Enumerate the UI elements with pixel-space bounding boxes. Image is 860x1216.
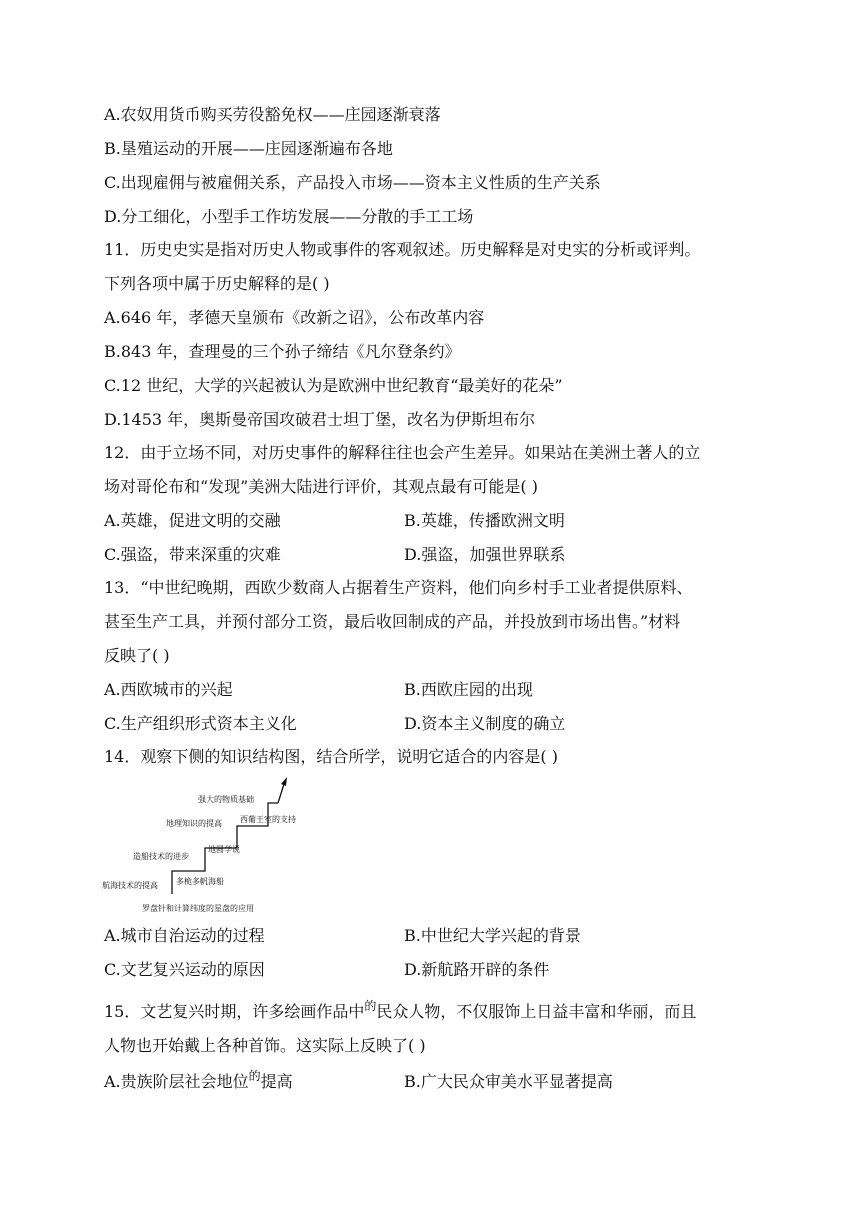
option-line: C.出现雇佣与被雇佣关系，产品投入市场——资本主义性质的生产关系 [104, 173, 601, 192]
question-11-stem: 11．历史史实是指对历史人物或事件的客观叙述。历史解释是对史实的分析或评判。 [104, 240, 701, 259]
arrow-head-icon [281, 777, 287, 786]
diagram-label-left: 造船技术的进步 [133, 852, 189, 861]
question-14-option-c: C.文艺复兴运动的原因 [104, 960, 265, 979]
stem-text: 15．文艺复兴时期，许多绘画作品中 [104, 1002, 365, 1021]
question-15-stem [104, 999, 697, 1023]
question-12-option-a: A.英雄，促进文明的交融 [104, 511, 281, 530]
question-13-stem-cont: 反映了( ) [104, 646, 170, 665]
knowledge-structure-diagram [100, 776, 310, 916]
question-13-option-a: A.西欧城市的兴起 [104, 680, 233, 699]
diagram-label-right: 西葡王室的支持 [240, 815, 296, 824]
question-11-option-c: C.12 世纪，大学的兴起被认为是欧洲中世纪教育“最美好的花朵” [104, 376, 563, 395]
option-line: B.垦殖运动的开展——庄园逐渐遍布各地 [104, 139, 393, 158]
option-line: A.农奴用货币购买劳役豁免权——庄园逐渐衰落 [104, 105, 441, 124]
question-12-stem-cont: 场对哥伦布和“发现”美洲大陆进行评价，其观点最有可能是( ) [104, 477, 538, 496]
question-14-option-a: A.城市自治运动的过程 [104, 926, 265, 945]
superscript-char: 的 [364, 999, 377, 1013]
question-13-option-b: B.西欧庄园的出现 [404, 680, 533, 699]
question-12-option-d: D.强盗，加强世界联系 [404, 545, 566, 564]
diagram-label-left: 地理知识的提高 [166, 819, 222, 828]
question-13-stem-cont: 甚至生产工具，并预付部分工资，最后收回制成的产品，并投放到市场出售。”材料 [104, 612, 681, 631]
superscript-char: 的 [248, 1069, 261, 1083]
question-11-stem-cont: 下列各项中属于历史解释的是( ) [104, 274, 330, 293]
question-11-option-b: B.843 年，查理曼的三个孙子缔结《凡尔登条约》 [104, 342, 461, 361]
question-15-stem-cont: 人物也开始戴上各种首饰。这实际上反映了( ) [104, 1036, 426, 1055]
diagram-label-bottom: 罗盘针和计算纬度的星盘的应用 [142, 904, 254, 913]
diagram-label-right: 多桅多帆海船 [176, 877, 224, 886]
option-text: A.贵族阶层社会地位 [104, 1072, 249, 1091]
question-14-option-d: D.新航路开辟的条件 [404, 960, 550, 979]
question-13-stem: 13．“中世纪晚期，西欧少数商人占据着生产资料，他们向乡村手工业者提供原料、 [104, 578, 693, 597]
question-12-stem: 12．由于立场不同，对历史事件的解释往往也会产生差异。如果站在美洲土著人的立 [104, 443, 701, 462]
question-15-option-b: B.广大民众审美水平显著提高 [404, 1072, 613, 1091]
question-13-option-c: C.生产组织形式资本主义化 [104, 714, 297, 733]
question-14-stem: 14．观察下侧的知识结构图，结合所学，说明它适合的内容是( ) [104, 747, 558, 766]
option-line: D.分工细化，小型手工作坊发展——分散的手工工场 [104, 207, 474, 226]
diagram-label-left: 航海技术的提高 [102, 881, 158, 890]
question-12-option-b: B.英雄，传播欧洲文明 [404, 511, 565, 530]
question-12-option-c: C.强盗，带来深重的灾难 [104, 545, 281, 564]
question-13-option-d: D.资本主义制度的确立 [404, 714, 566, 733]
question-14-option-b: B.中世纪大学兴起的背景 [404, 926, 581, 945]
question-11-option-a: A.646 年，孝德天皇颁布《改新之诏》，公布改革内容 [104, 308, 485, 327]
question-15-option-a [104, 1069, 293, 1093]
diagram-label-right: 地圆学说 [208, 845, 240, 854]
question-11-option-d: D.1453 年，奥斯曼帝国攻破君士坦丁堡，改名为伊斯坦布尔 [104, 410, 536, 429]
option-text: 提高 [260, 1072, 293, 1091]
arrow-shaft [278, 784, 284, 803]
stem-text: 民众人物，不仅服饰上日益丰富和华丽，而且 [376, 1002, 697, 1021]
diagram-label-left: 强大的物质基础 [198, 795, 254, 804]
